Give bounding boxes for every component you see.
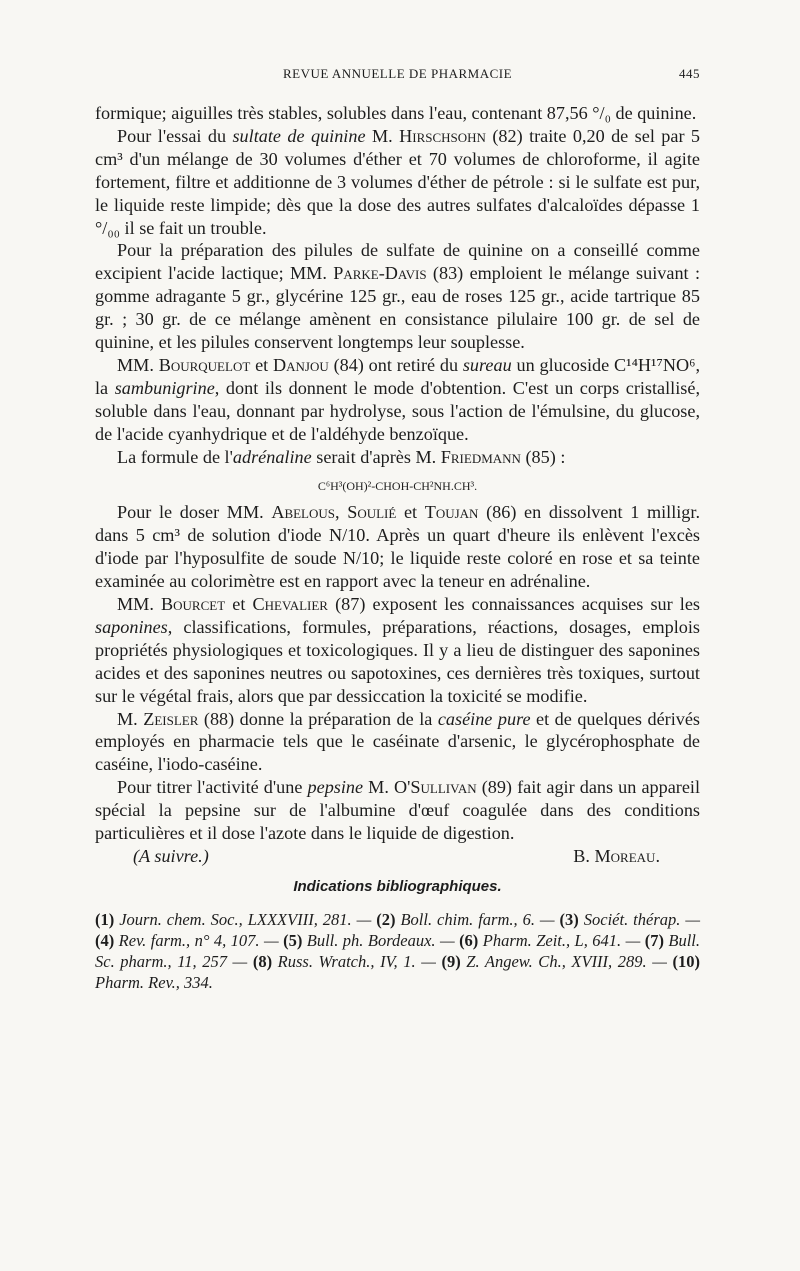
paragraph-2: Pour l'essai du sultate de quinine M. Hirschsohn (82) traite 0,20 de sel par 5 cm³ d'un mélange de 30 volumes d'éther et 70 volumes de chloroforme, il agite fortement, filtre et additionne de 3 volumes d'éther de pétrole : si le sulfate est pur, le liquide reste limpide; dès que la dose des autres sulfates d'alcaloïdes dépasse 1 °/₀₀ il se fait un trouble. — [95, 125, 701, 238]
article-body — [95, 102, 700, 868]
sign-off — [95, 845, 700, 868]
bibliography-list — [95, 909, 700, 993]
to-be-continued: (A suivre.) — [133, 846, 209, 866]
paragraph-6: Pour le doser MM. Abelous, Soulié et Toujan (86) en dissolvent 1 milligr. dans 5 cm³ de solution d'iode N/10. Après un quart d'heure ils enlèvent l'excès d'iode par l'hyposulfite de soude N/10; le liquide reste coloré en rose et sa teinte examinée au colorimètre est en rapport avec la teneur en adrénaline. — [95, 502, 700, 592]
ref-10: (10) Pharm. Rev., 334. — [95, 952, 700, 992]
chemical-formula: C⁶H³(OH)²-CHOH-CH²NH.CH³. — [317, 478, 478, 493]
document-page — [95, 66, 700, 993]
ref-5: (5) Bull. ph. Bordeaux. — — [283, 931, 460, 950]
paragraph-4: MM. Bourquelot et Danjou (84) ont retiré du sureau un glucoside C¹⁴H¹⁷NO⁶, la sambunigrine, dont ils donnent le mode d'obtention. C'est un corps cristallisé, soluble dans l'eau, donnant par hydrolyse, sous l'action de l'émulsine, du glucose, de l'acide cyanhydrique et de l'aldéhyde benzoïque. — [95, 354, 701, 444]
paragraph-5: La formule de l'adrénaline serait d'après M. Friedmann (85) : — [117, 446, 566, 467]
ref-2: (2) Boll. chim. farm., 6. — — [376, 910, 560, 929]
running-header — [95, 66, 700, 88]
ref-1: (1) Journ. chem. Soc., LXXXVIII, 281. — — [95, 910, 377, 929]
ref-9: (9) Z. Angew. Ch., XVIII, 289. — — [441, 952, 673, 971]
author-signature: B. Moreau. — [573, 846, 660, 866]
ref-4: (4) Rev. farm., n° 4, 107. — — [95, 931, 284, 950]
paragraph-3: Pour la préparation des pilules de sulfate de quinine on a conseillé comme excipient l'acide lactique; MM. Parke-Davis (83) emploient le mélange suivant : gomme adragante 5 gr., glycérine 125 gr., eau de roses 125 gr., acide tartrique 85 gr. ; 30 gr. de ce mélange amènent en consistance pilulaire 100 gr. de sel de quinine, et les pilules conservent longtemps leur souplesse. — [95, 240, 700, 353]
paragraph-9: Pour titrer l'activité d'une pepsine M. O'Sullivan (89) fait agir dans un appareil spécial la pepsine sur de l'albumine d'œuf coagulée dans des conditions particulières et il dose l'azote dans le liquide de digestion. — [95, 777, 701, 844]
journal-title: REVUE ANNUELLE DE PHARMACIE — [282, 66, 513, 81]
paragraph-7: MM. Bourcet et Chevalier (87) exposent les connaissances acquises sur les saponines, classifications, formules, préparations, réactions, dosages, emplois propriétés physiologiques et toxicologiques. Il y a lieu de distinguer des saponines acides et des saponines neutres ou sapotoxines, ces dernières très toxiques, surtout sur le végétal frais, alors que par dessiccation la toxicité se modifie. — [95, 594, 700, 706]
ref-6: (6) Pharm. Zeit., L, 641. — — [459, 931, 645, 950]
paragraph-8: M. Zeisler (88) donne la préparation de la caséine pure et de quelques dérivés employés en pharmacie tels que le caséinate d'arsenic, le glycérophosphate de caséine, l'iodo-caséine. — [95, 708, 700, 775]
ref-7: (7) Bull. Sc. pharm., 11, 257 — — [95, 931, 701, 971]
ref-3: (3) Sociét. thérap. — — [559, 910, 700, 929]
paragraph-1: formique; aiguilles très stables, solubles dans l'eau, contenant 87,56 °/₀ de quinine. — [95, 103, 697, 123]
page-number: 445 — [679, 66, 700, 81]
ref-8: (8) Russ. Wratch., IV, 1. — — [252, 952, 442, 971]
bibliography-heading: Indications bibliographiques. — [293, 878, 502, 895]
